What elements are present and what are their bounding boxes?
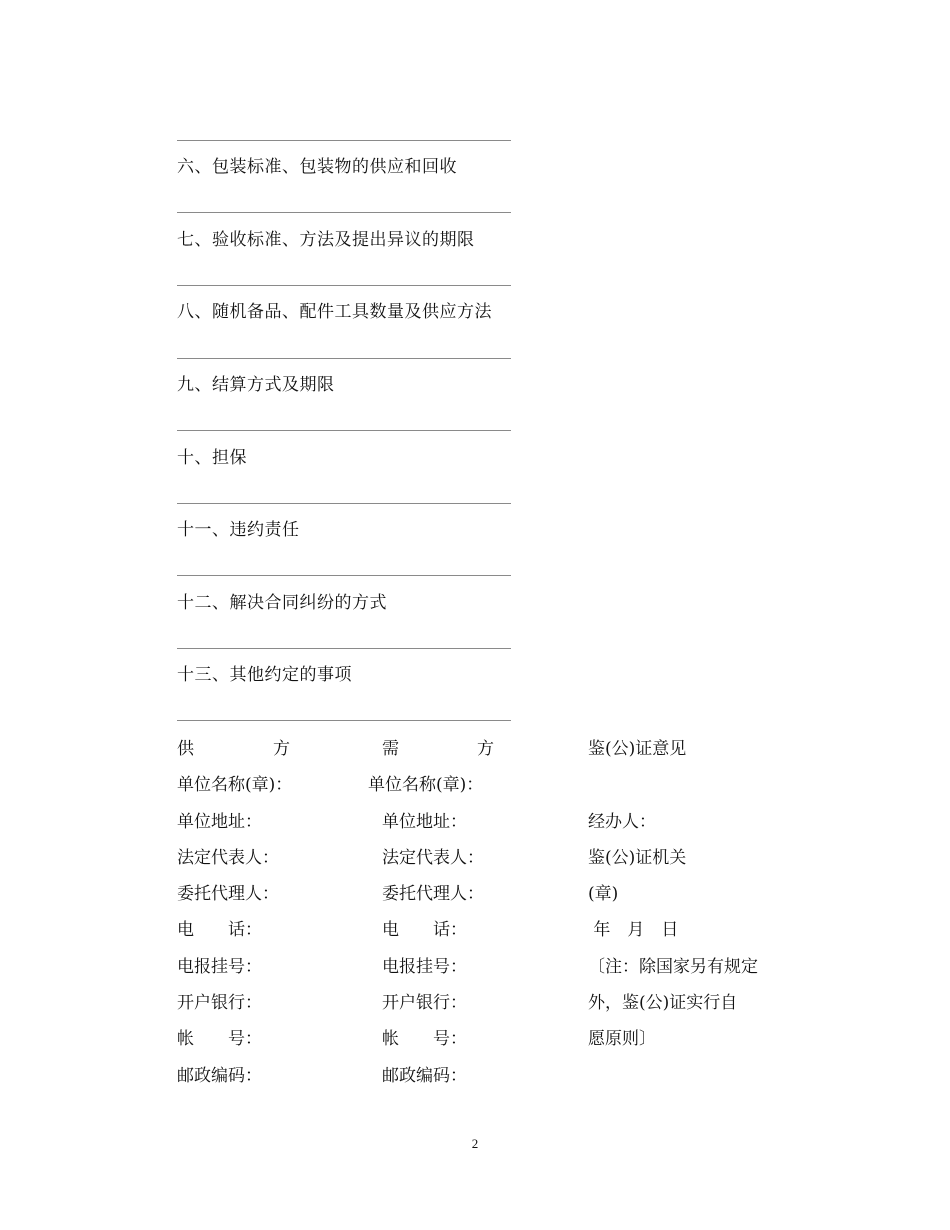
section-heading-11: 十一、违约责任 xyxy=(177,520,300,540)
blank-line xyxy=(177,212,511,213)
note-line-2: 外，鉴(公)证实行自 xyxy=(588,993,738,1013)
blank-line xyxy=(177,430,511,431)
date-label: 年 月 日 xyxy=(588,920,679,940)
seal-label: (章) xyxy=(588,884,619,904)
blank-line xyxy=(177,503,511,504)
buyer-header xyxy=(382,738,494,760)
section-heading-9: 九、结算方式及期限 xyxy=(177,375,335,395)
supplier-header-char-2: 方 xyxy=(273,739,290,759)
buyer-header-char-1: 需 xyxy=(382,739,399,759)
buyer-name-label: 单位名称(章)： xyxy=(368,775,484,795)
blank-line xyxy=(177,648,511,649)
blank-line xyxy=(177,575,511,576)
buyer-phone-label: 电 话： xyxy=(382,920,467,940)
buyer-address-label: 单位地址： xyxy=(382,812,467,832)
supplier-telegram-label: 电报挂号： xyxy=(177,957,262,977)
handler-label: 经办人： xyxy=(588,812,656,832)
buyer-legal-rep-label: 法定代表人： xyxy=(382,848,484,868)
supplier-agent-label: 委托代理人： xyxy=(177,884,279,904)
note-line-3: 愿原则〕 xyxy=(588,1029,656,1049)
notary-org-label: 鉴(公)证机关 xyxy=(588,848,687,868)
supplier-postcode-label: 邮政编码： xyxy=(177,1066,262,1086)
buyer-agent-label: 委托代理人： xyxy=(382,884,484,904)
section-heading-8: 八、随机备品、配件工具数量及供应方法 xyxy=(177,302,492,322)
buyer-account-label: 帐 号： xyxy=(382,1029,467,1049)
supplier-phone-label: 电 话： xyxy=(177,920,262,940)
supplier-header-char-1: 供 xyxy=(177,739,194,759)
notary-header: 鉴(公)证意见 xyxy=(588,739,687,759)
supplier-name-label: 单位名称(章)： xyxy=(177,775,293,795)
blank-line xyxy=(177,720,511,721)
blank-line xyxy=(177,140,511,141)
supplier-address-label: 单位地址： xyxy=(177,812,262,832)
supplier-bank-label: 开户银行： xyxy=(177,993,262,1013)
buyer-postcode-label: 邮政编码： xyxy=(382,1066,467,1086)
supplier-legal-rep-label: 法定代表人： xyxy=(177,848,279,868)
buyer-bank-label: 开户银行： xyxy=(382,993,467,1013)
supplier-account-label: 帐 号： xyxy=(177,1029,262,1049)
section-heading-10: 十、担保 xyxy=(177,448,247,468)
blank-line xyxy=(177,285,511,286)
section-heading-6: 六、包装标准、包装物的供应和回收 xyxy=(177,157,457,177)
blank-line xyxy=(177,358,511,359)
section-heading-13: 十三、其他约定的事项 xyxy=(177,665,352,685)
section-heading-7: 七、验收标准、方法及提出异议的期限 xyxy=(177,230,475,250)
supplier-header xyxy=(177,738,290,760)
note-line-1: 〔注：除国家另有规定 xyxy=(588,957,758,977)
page-number: 2 xyxy=(471,1136,479,1151)
buyer-telegram-label: 电报挂号： xyxy=(382,957,467,977)
section-heading-12: 十二、解决合同纠纷的方式 xyxy=(177,593,387,613)
buyer-header-char-2: 方 xyxy=(477,739,494,759)
